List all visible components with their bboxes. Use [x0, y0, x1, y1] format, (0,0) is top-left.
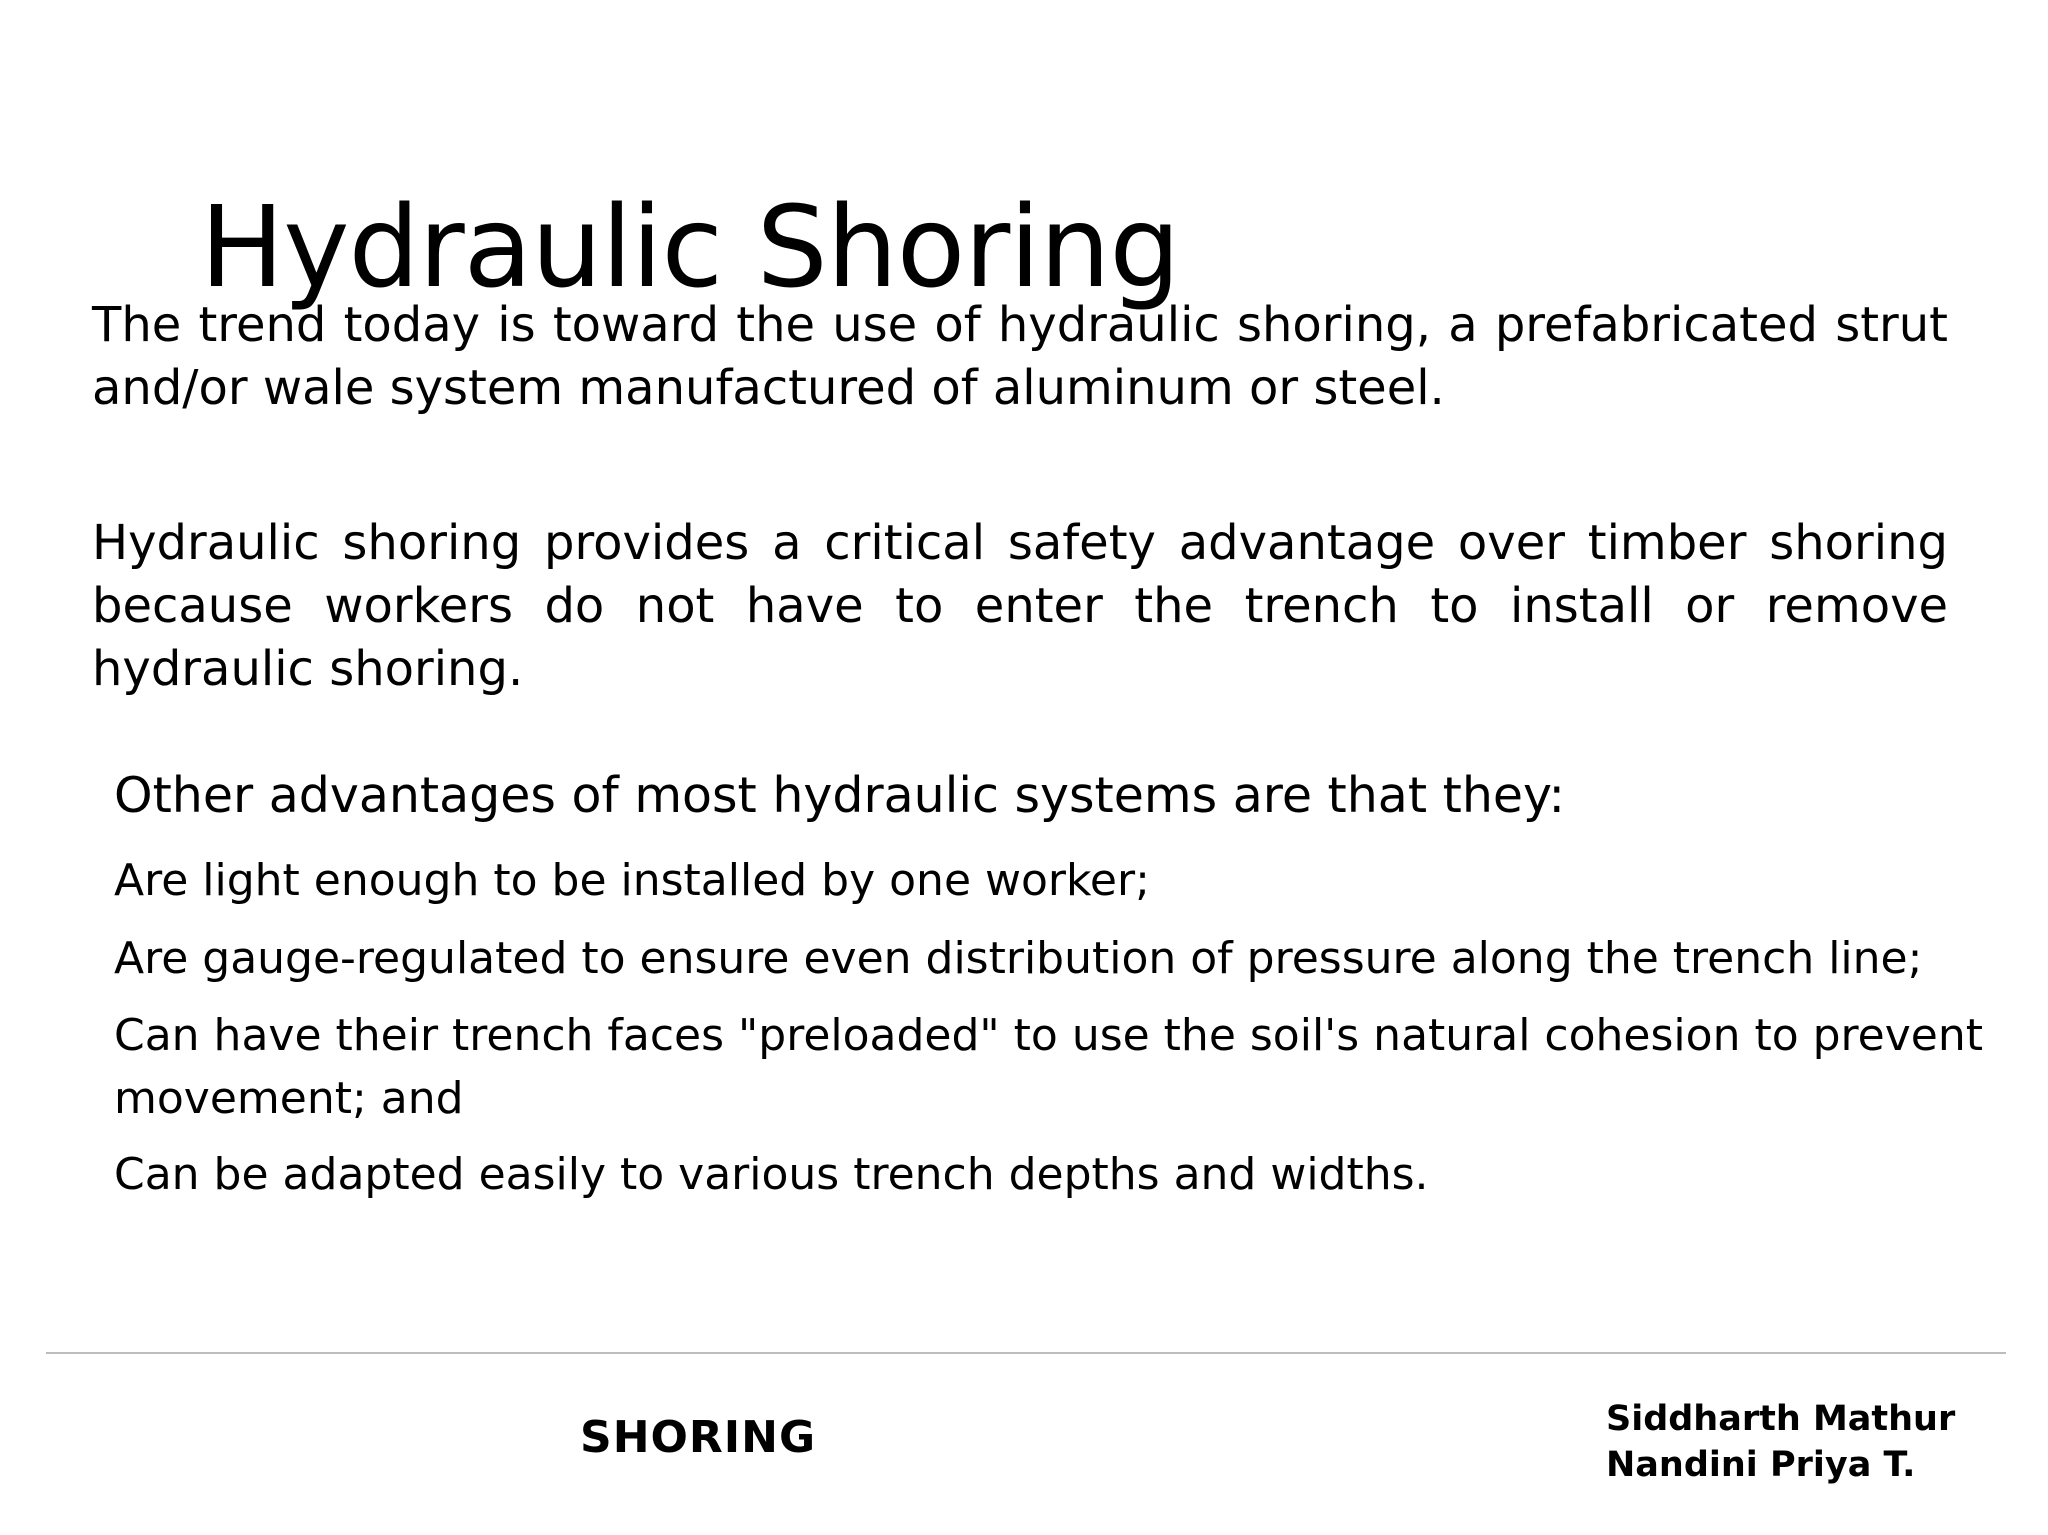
paragraph-trend: The trend today is toward the use of hydraulic shoring, a prefabricated strut and/or wale system manufactured of aluminum or steel. — [92, 297, 1948, 416]
footer-divider — [46, 1352, 2006, 1354]
slide-title: Hydraulic Shoring — [200, 183, 1180, 314]
list-item: Can be adapted easily to various trench depths and widths. — [114, 1149, 1429, 1200]
author-name: Nandini Priya T. — [1606, 1445, 1916, 1485]
advantages-list — [114, 848, 1994, 1220]
footer-title: SHORING — [580, 1412, 817, 1463]
advantages-intro: Other advantages of most hydraulic systems are that they: — [114, 767, 1565, 824]
list-item: Are light enough to be installed by one worker; — [114, 855, 1150, 906]
paragraph-safety: Hydraulic shoring provides a critical safety advantage over timber shoring because workers do not have to enter the trench to install or remove hydraulic shoring. — [92, 515, 1948, 697]
footer-authors — [1606, 1396, 1955, 1488]
list-item: Are gauge-regulated to ensure even distribution of pressure along the trench line; — [114, 933, 1923, 984]
author-name: Siddharth Mathur — [1606, 1399, 1956, 1439]
list-item: Can have their trench faces "preloaded" to use the soil's natural cohesion to prevent movement; and — [114, 1010, 1983, 1124]
